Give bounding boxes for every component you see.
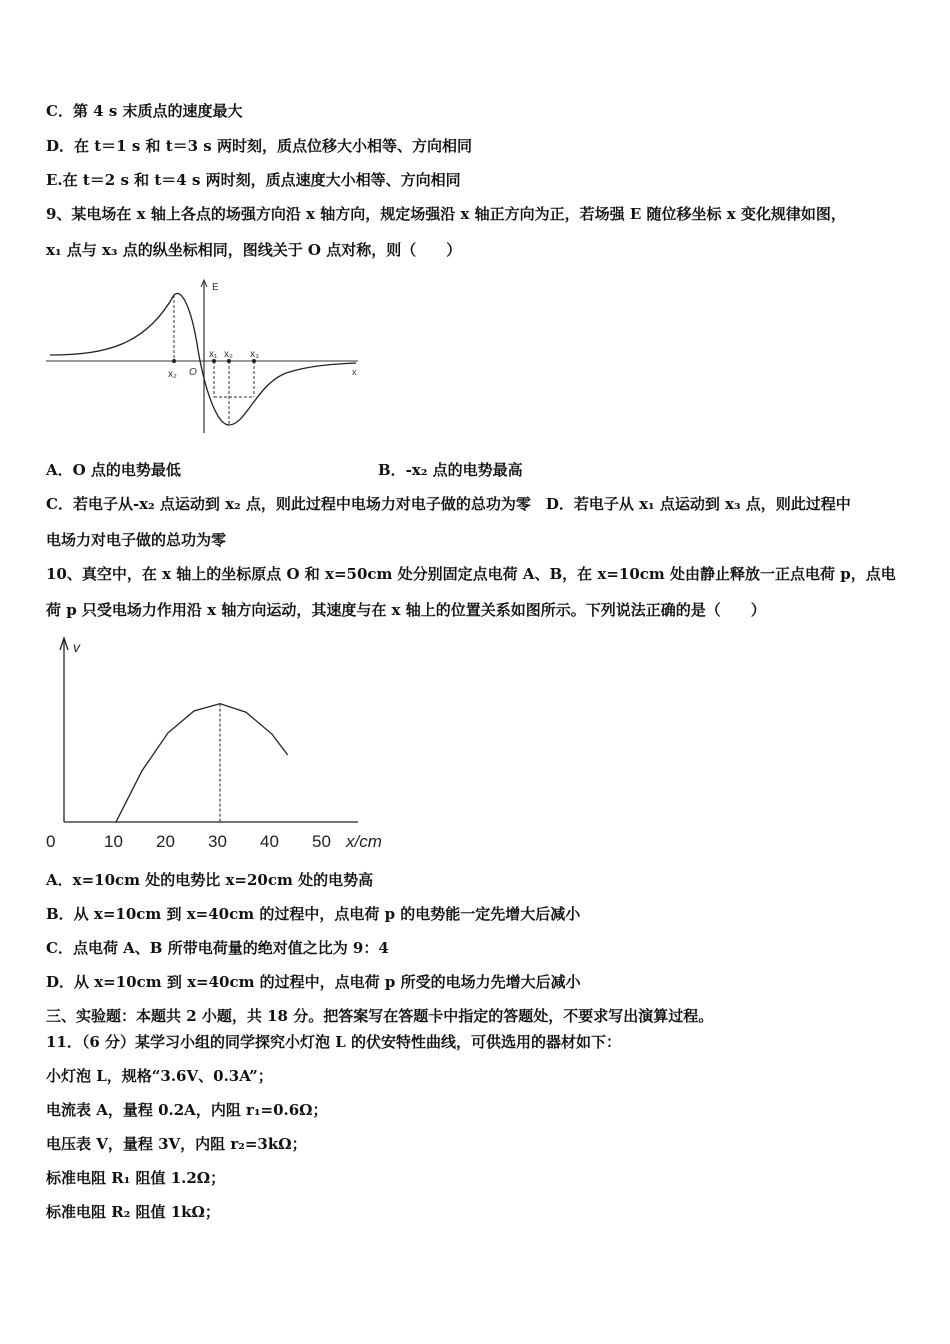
q10-stem-line2: 荷 p 只受电场力作用沿 x 轴方向运动，其速度与在 x 轴上的位置关系如图所示。下列说法正确的是（ ） bbox=[46, 601, 766, 619]
q9-label-x2: x₂ bbox=[224, 349, 233, 360]
q10-option-a: A．x=10cm 处的电势比 x=20cm 处的电势高 bbox=[46, 871, 374, 889]
q8-option-d: D．在 t＝1 s 和 t＝3 s 两时刻，质点位移大小相等、方向相同 bbox=[46, 137, 472, 155]
q11-item-ammeter: 电流表 A，量程 0.2A，内阻 r₁=0.6Ω； bbox=[46, 1101, 328, 1119]
q9-point-neg-x2 bbox=[172, 359, 176, 363]
q10-tick-0: 0 bbox=[46, 832, 56, 851]
q10-velocity-chart bbox=[40, 630, 410, 862]
q9-e-x-figure bbox=[46, 275, 366, 435]
q10-v-label: v bbox=[73, 639, 80, 655]
section3-heading: 三、实验题：本题共 2 小题，共 18 分。把答案写在答题卡中指定的答题处，不要求写出演算过程。 bbox=[46, 1007, 714, 1025]
q11-item-lamp: 小灯泡 L，规格“3.6V、0.3A”； bbox=[46, 1067, 273, 1085]
q11-item-voltmeter: 电压表 V，量程 3V，内阻 r₂=3kΩ； bbox=[46, 1135, 307, 1153]
q9-option-d-cont: 电场力对电子做的总功为零 bbox=[46, 531, 227, 549]
q10-tick-20: 20 bbox=[156, 832, 175, 851]
q9-e-curve bbox=[50, 293, 356, 425]
q10-tick-labels bbox=[46, 832, 331, 851]
q9-label-neg-x2: x₂ bbox=[168, 369, 177, 380]
q9-x-label: x bbox=[352, 367, 357, 377]
q8-option-c: C．第 4 s 末质点的速度最大 bbox=[46, 102, 243, 120]
q10-tick-40: 40 bbox=[260, 832, 279, 851]
q10-tick-30: 30 bbox=[208, 832, 227, 851]
q10-option-d: D．从 x=10cm 到 x=40cm 的过程中，点电荷 p 所受的电场力先增大后减小 bbox=[46, 973, 581, 991]
q10-tick-10: 10 bbox=[104, 832, 123, 851]
q10-v-curve bbox=[116, 704, 288, 822]
q9-option-a: A．O 点的电势最低 bbox=[46, 461, 181, 479]
q9-label-x3: x₃ bbox=[250, 349, 260, 360]
q9-stem-line2: x₁ 点与 x₃ 点的纵坐标相同，图线关于 O 点对称，则（ ） bbox=[46, 241, 462, 259]
q10-stem-line1: 10、真空中，在 x 轴上的坐标原点 O 和 x=50cm 处分别固定点电荷 A、B，在 x=10cm 处由静止释放一正点电荷 p，点电 bbox=[46, 565, 896, 583]
q9-stem-line1: 9、某电场在 x 轴上各点的场强方向沿 x 轴方向，规定场强沿 x 轴正方向为正，若场强 E 随位移坐标 x 变化规律如图， bbox=[46, 205, 846, 223]
q10-x-label: x/cm bbox=[346, 832, 382, 851]
q10-option-c: C．点电荷 A、B 所带电荷量的绝对值之比为 9：4 bbox=[46, 939, 389, 957]
q10-tick-50: 50 bbox=[312, 832, 331, 851]
q10-option-b: B．从 x=10cm 到 x=40cm 的过程中，点电荷 p 的电势能一定先增大后减小 bbox=[46, 905, 581, 923]
q9-label-x1: x₁ bbox=[209, 349, 218, 360]
q9-e-label: E bbox=[212, 282, 219, 293]
q9-option-c-d: C．若电子从-x₂ 点运动到 x₂ 点，则此过程中电场力对电子做的总功为零 D．若电子从 x₁ 点运动到 x₃ 点，则此过程中 bbox=[46, 495, 851, 513]
q8-option-e: E.在 t＝2 s 和 t＝4 s 两时刻，质点速度大小相等、方向相同 bbox=[46, 171, 461, 189]
q11-item-r2: 标准电阻 R₂ 阻值 1kΩ； bbox=[46, 1203, 220, 1221]
q11-stem: 11．（6 分）某学习小组的同学探究小灯泡 L 的伏安特性曲线，可供选用的器材如下： bbox=[46, 1033, 622, 1051]
q9-origin-label: O bbox=[189, 367, 197, 378]
q9-option-b: B．-x₂ 点的电势最高 bbox=[378, 461, 523, 479]
q11-item-r1: 标准电阻 R₁ 阻值 1.2Ω； bbox=[46, 1169, 226, 1187]
